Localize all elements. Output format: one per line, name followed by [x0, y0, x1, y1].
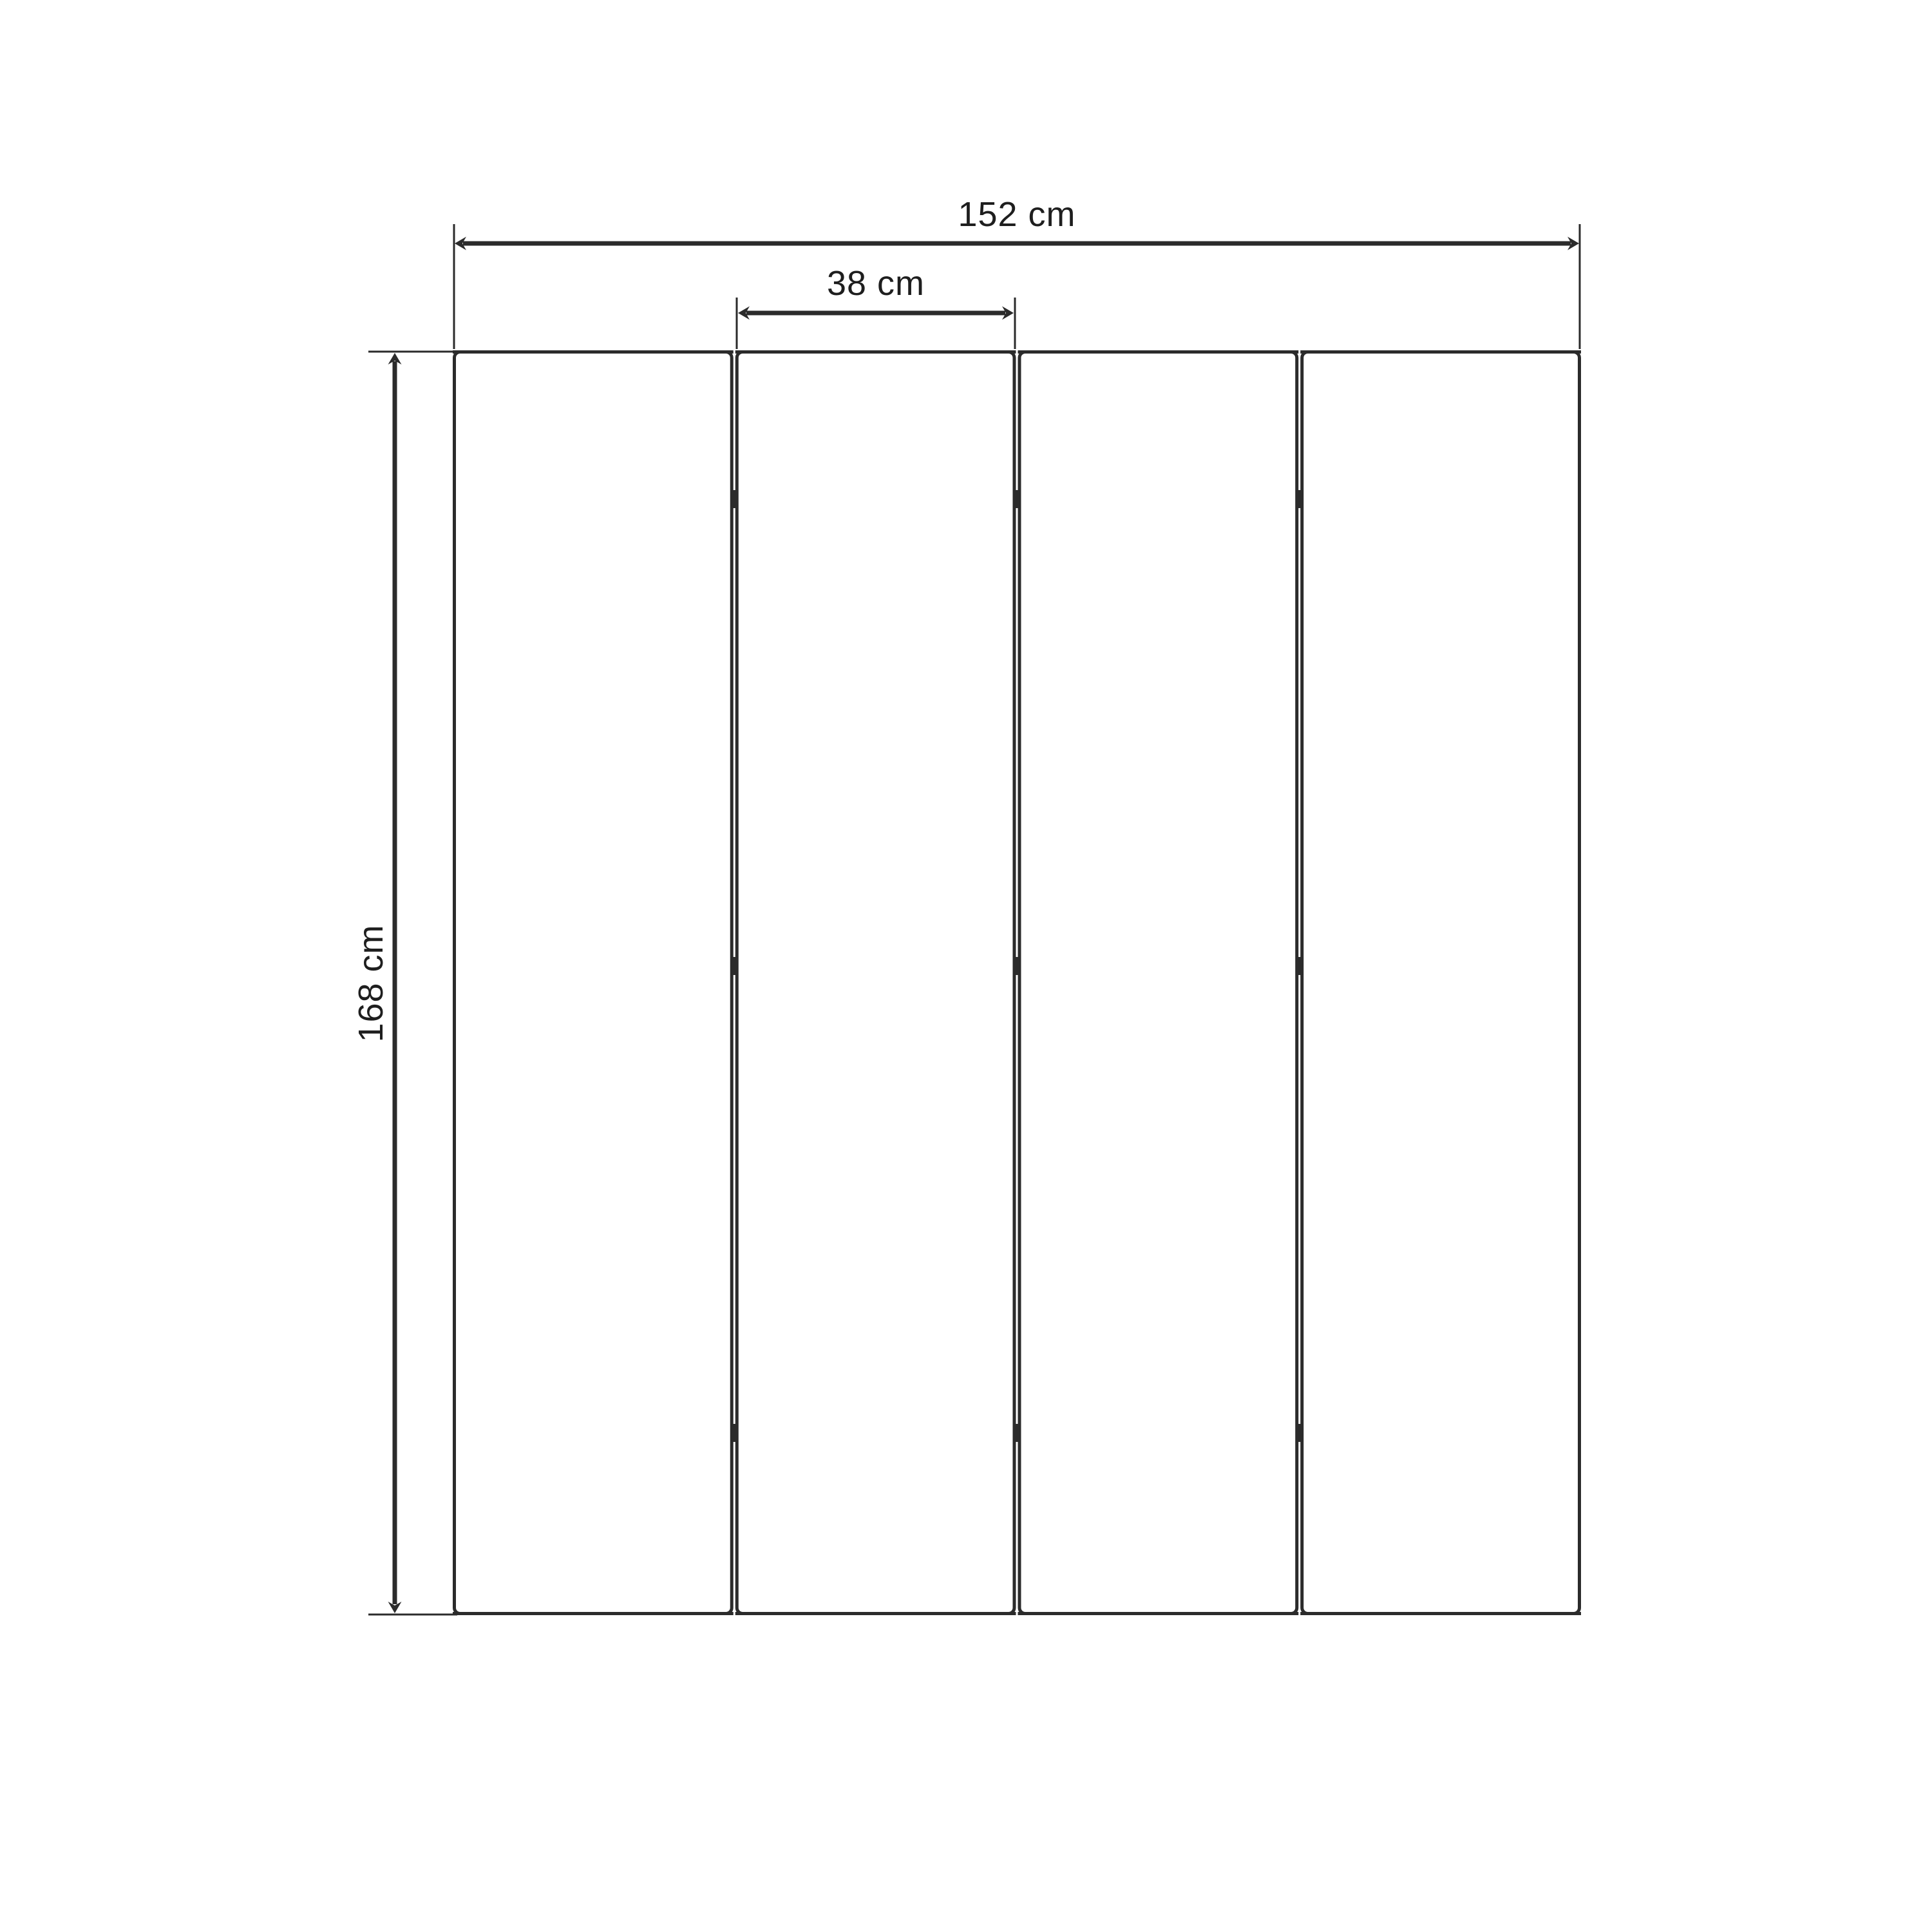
dimension-height — [352, 352, 457, 1615]
hinge-mark — [1296, 957, 1303, 975]
panel — [455, 352, 732, 1614]
panel — [1302, 352, 1580, 1614]
hinge-mark — [1014, 957, 1021, 975]
hinge-mark — [1296, 1424, 1303, 1442]
panel — [737, 352, 1014, 1614]
hinge-mark — [731, 957, 738, 975]
panel-width-label: 38 cm — [826, 264, 925, 303]
panel — [1019, 352, 1297, 1614]
hinge-mark — [731, 1424, 738, 1442]
dimension-panel-width — [737, 264, 1015, 349]
dimension-total-width — [454, 195, 1580, 349]
hinge-mark — [1014, 1424, 1021, 1442]
hinge-mark — [1296, 490, 1303, 508]
height-label: 168 cm — [352, 924, 390, 1043]
hinge-mark — [731, 490, 738, 508]
total-width-label: 152 cm — [958, 195, 1076, 234]
hinge-mark — [1014, 490, 1021, 508]
